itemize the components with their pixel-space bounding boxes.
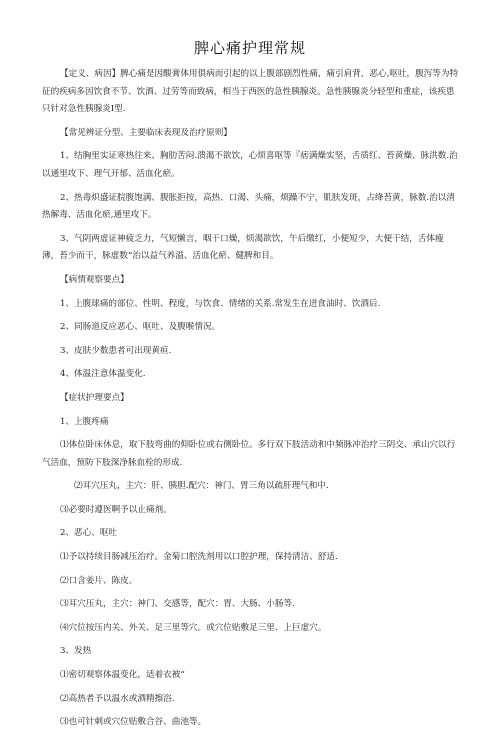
fever-care-item-1: ⑴密切观察体温变化，适着衣被“: [60, 670, 185, 681]
section-heading-syndromes: 【常见辨证分型、主要临床表现及治疗原则】: [60, 127, 232, 138]
document-title: 脾心痛护理常规: [193, 39, 306, 57]
observation-item-2: 2、同肠道反应恶心、呕吐、及腹喉情况。: [60, 322, 221, 333]
pain-care-item-2: ⑵耳穴压丸，主穴：肝、胰胆.配穴：神门、胃三角以疏肝理气和中.: [74, 481, 329, 492]
nausea-care-item-1: ⑴予以持续目肠减压治疗。金菊口腔洗剂用以口腔护理，保持清洁、舒适.: [60, 552, 338, 563]
nausea-care-item-2: ⑵口含姜片、陈皮。: [60, 575, 138, 586]
observation-item-4: 4、体温注意体温变化.: [60, 369, 146, 380]
symptom-heading-fever: 3、发热: [60, 646, 92, 657]
fever-care-item-2: ⑵高热者予以温水或酒精擦浴.: [60, 693, 175, 704]
nausea-care-item-4: ⑷穴位按压内关、外关、足三里等穴。或穴位贴敷足三里、上巨虚穴。: [60, 622, 327, 633]
pain-care-item-1: ⑴体位卧床休息，取下肢弯曲的仰卧位或右侧卧位。多行双下肢活动和中频脉冲治疗三阴交、承山穴以行气活血，预防下肢深净脉血栓的形成.: [42, 440, 456, 468]
syndrome-item-1: 1、结胸里实证寒热往来、胸肋苦闷.溃渴不欲饮，心烦喜呕等『痞满燥实坚，舌质红、苔黄燥、脉洪数.治以通里攻下、理气开郁、活血化瘀。: [42, 151, 458, 179]
fever-care-item-3: ⑶也可针刺或穴位贴敷合谷、曲池等。: [60, 717, 207, 728]
syndrome-item-2: 2、热毒炽盛证脘腹饱满、腹胀拒按，高热、口渴、头痛，烦躁不宁，肌肤发斑，占绛苔黄，脉数.治以清热解毒、活血化瘀,通里攻下。: [42, 192, 455, 221]
nausea-care-item-3: ⑶耳穴压丸，主穴：神门、交感等，配穴：胃、大肠、小肠等.: [60, 599, 295, 610]
section-heading-observation: 【病情观察要点】: [60, 274, 129, 285]
definition-paragraph: 【定义、病因】脾心痛是因酸膏体用俱病而引起的以上腹部剧烈性痛，痛引肩背，恶心,呕吐，腹泻等为特征的疾病多因饮食不节、饮酒、过劳等而致病，相当于西医的急性胰腺炎。急性胰腺炎分轻型和重症，该疾患只针对急性胰腺炎Ⅰ型.: [42, 69, 459, 115]
document-body: [42, 66, 460, 732]
pain-care-item-3: ⑶必要时遵医啊予以止痛剂。: [60, 504, 172, 515]
syndrome-item-3: 3、气阴两虚证神疲乏力，气短懒言，咽干口燥，烦渴欲饮，午后缴红，小便短少，大便干结，舌体瘦薄，苔少而干，脉虚数“治以益气养溢、活血化瘀、健脾和目。: [42, 233, 444, 262]
section-heading-symptom-care: 【症状护理要点】: [60, 392, 129, 403]
symptom-heading-nausea: 2、恶心、呕吐: [60, 528, 118, 539]
observation-item-1: 1、上腹球痛的部位、性明、程度，与饮食、情绪的关系.常发生在进食油时、饮酒后.: [60, 298, 381, 309]
observation-item-3: 3、皮肤少数患者可出现黄疸.: [60, 345, 172, 356]
symptom-heading-pain: 1、上腹疼痛: [60, 416, 109, 427]
